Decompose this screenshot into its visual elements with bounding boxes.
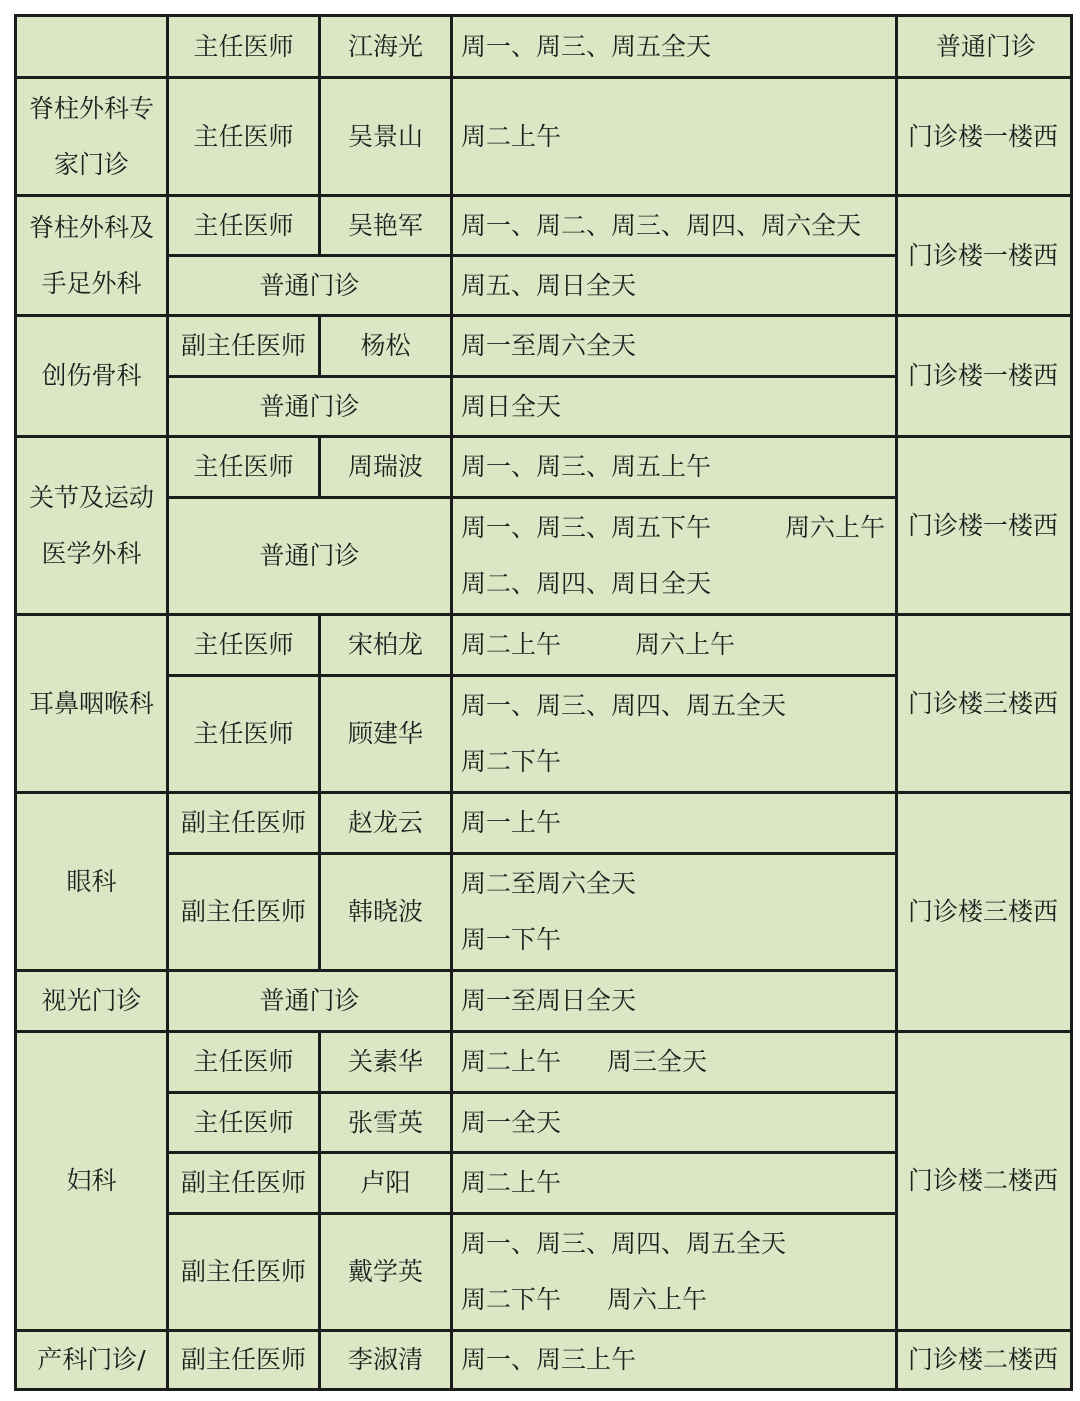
- department-cell: 脊柱外科及手足外科: [16, 196, 168, 316]
- schedule-line: 周三全天: [607, 1047, 708, 1076]
- schedule-cell: 周一、周三、周五全天: [452, 16, 897, 78]
- department-cell: 关节及运动医学外科: [16, 437, 168, 615]
- doctor-cell: 江海光: [320, 16, 452, 78]
- table-row: [16, 793, 1072, 854]
- doctor-cell: 李淑清: [320, 1331, 452, 1390]
- doctor-cell: 张雪英: [320, 1093, 452, 1153]
- location-cell: 门诊楼二楼西: [897, 1032, 1072, 1331]
- table-row: [16, 16, 1072, 78]
- schedule-cell: 周二上午: [452, 1153, 897, 1214]
- doctor-cell: 吴艳军: [320, 196, 452, 256]
- schedule-cell: 周一至周日全天: [452, 971, 897, 1032]
- table-row: [16, 615, 1072, 676]
- schedule-line: 周一、周三、周四、周五全天: [461, 1229, 787, 1258]
- location-cell: 门诊楼二楼西: [897, 1331, 1072, 1390]
- schedule-cell: [452, 498, 897, 615]
- schedule-cell: [452, 1032, 897, 1093]
- department-cell: 妇科: [16, 1032, 168, 1331]
- title-cell: 副主任医师: [168, 316, 320, 377]
- title-cell: 副主任医师: [168, 1331, 320, 1390]
- title-cell: 副主任医师: [168, 1214, 320, 1331]
- title-cell: 主任医师: [168, 1093, 320, 1153]
- department-cell: [16, 16, 168, 78]
- department-cell: 眼科: [16, 793, 168, 971]
- general-clinic-cell: 普通门诊: [168, 498, 452, 615]
- table-row: [16, 196, 1072, 256]
- schedule-line: 周二上午: [461, 630, 562, 659]
- doctor-cell: 卢阳: [320, 1153, 452, 1214]
- table-row: [16, 437, 1072, 498]
- title-cell: 主任医师: [168, 196, 320, 256]
- title-cell: 主任医师: [168, 437, 320, 498]
- doctor-cell: 关素华: [320, 1032, 452, 1093]
- department-cell: 产科门诊/: [16, 1331, 168, 1390]
- title-cell: 主任医师: [168, 615, 320, 676]
- doctor-cell: 吴景山: [320, 78, 452, 196]
- location-cell: 门诊楼一楼西: [897, 437, 1072, 615]
- schedule-cell: 周日全天: [452, 377, 897, 437]
- title-cell: 主任医师: [168, 676, 320, 793]
- doctor-cell: 戴学英: [320, 1214, 452, 1331]
- schedule-line: 周六上午: [635, 630, 736, 659]
- schedule-cell: 周一全天: [452, 1093, 897, 1153]
- table-row: [16, 78, 1072, 196]
- department-cell: 耳鼻咽喉科: [16, 615, 168, 793]
- schedule-cell: 周一、周二、周三、周四、周六全天: [452, 196, 897, 256]
- location-cell: 门诊楼三楼西: [897, 615, 1072, 793]
- location-cell: 门诊楼一楼西: [897, 196, 1072, 316]
- schedule-line: 周一、周三、周五下午: [461, 513, 712, 542]
- table-row: [16, 316, 1072, 377]
- schedule-cell: [452, 854, 897, 971]
- department-cell: 脊柱外科专家门诊: [16, 78, 168, 196]
- schedule-cell: [452, 615, 897, 676]
- title-cell: 副主任医师: [168, 1153, 320, 1214]
- title-cell: 副主任医师: [168, 793, 320, 854]
- schedule-cell: 周一、周三、周五上午: [452, 437, 897, 498]
- schedule-cell: [452, 1214, 897, 1331]
- clinic-schedule-table: [14, 14, 1073, 1391]
- schedule-line: 周二下午: [461, 747, 562, 776]
- general-clinic-cell: 普通门诊: [168, 971, 452, 1032]
- schedule-cell: 周一、周三上午: [452, 1331, 897, 1390]
- schedule-line: 周六上午: [607, 1285, 708, 1314]
- schedule-line: 周一、周三、周四、周五全天: [461, 691, 787, 720]
- doctor-cell: 周瑞波: [320, 437, 452, 498]
- title-cell: 主任医师: [168, 16, 320, 78]
- doctor-cell: 顾建华: [320, 676, 452, 793]
- title-cell: 主任医师: [168, 78, 320, 196]
- doctor-cell: 宋柏龙: [320, 615, 452, 676]
- general-clinic-cell: 普通门诊: [168, 256, 452, 316]
- schedule-cell: 周二上午: [452, 78, 897, 196]
- schedule-line: 周六上午: [785, 513, 886, 542]
- general-clinic-cell: 普通门诊: [168, 377, 452, 437]
- table-row: [16, 1331, 1072, 1390]
- schedule-line: 周一下午: [461, 925, 562, 954]
- location-cell: 门诊楼三楼西: [897, 793, 1072, 1032]
- schedule-line: 周二、周四、周日全天: [461, 569, 712, 598]
- schedule-cell: 周一至周六全天: [452, 316, 897, 377]
- schedule-line: 周二下午: [461, 1285, 562, 1314]
- doctor-cell: 赵龙云: [320, 793, 452, 854]
- doctor-cell: 杨松: [320, 316, 452, 377]
- title-cell: 副主任医师: [168, 854, 320, 971]
- location-cell: 普通门诊: [897, 16, 1072, 78]
- title-cell: 主任医师: [168, 1032, 320, 1093]
- schedule-cell: [452, 676, 897, 793]
- schedule-cell: 周五、周日全天: [452, 256, 897, 316]
- department-cell: 视光门诊: [16, 971, 168, 1032]
- table-row: [16, 1032, 1072, 1093]
- schedule-cell: 周一上午: [452, 793, 897, 854]
- location-cell: 门诊楼一楼西: [897, 316, 1072, 437]
- schedule-line: 周二上午: [461, 1047, 562, 1076]
- department-cell: 创伤骨科: [16, 316, 168, 437]
- doctor-cell: 韩晓波: [320, 854, 452, 971]
- schedule-line: 周二至周六全天: [461, 869, 637, 898]
- location-cell: 门诊楼一楼西: [897, 78, 1072, 196]
